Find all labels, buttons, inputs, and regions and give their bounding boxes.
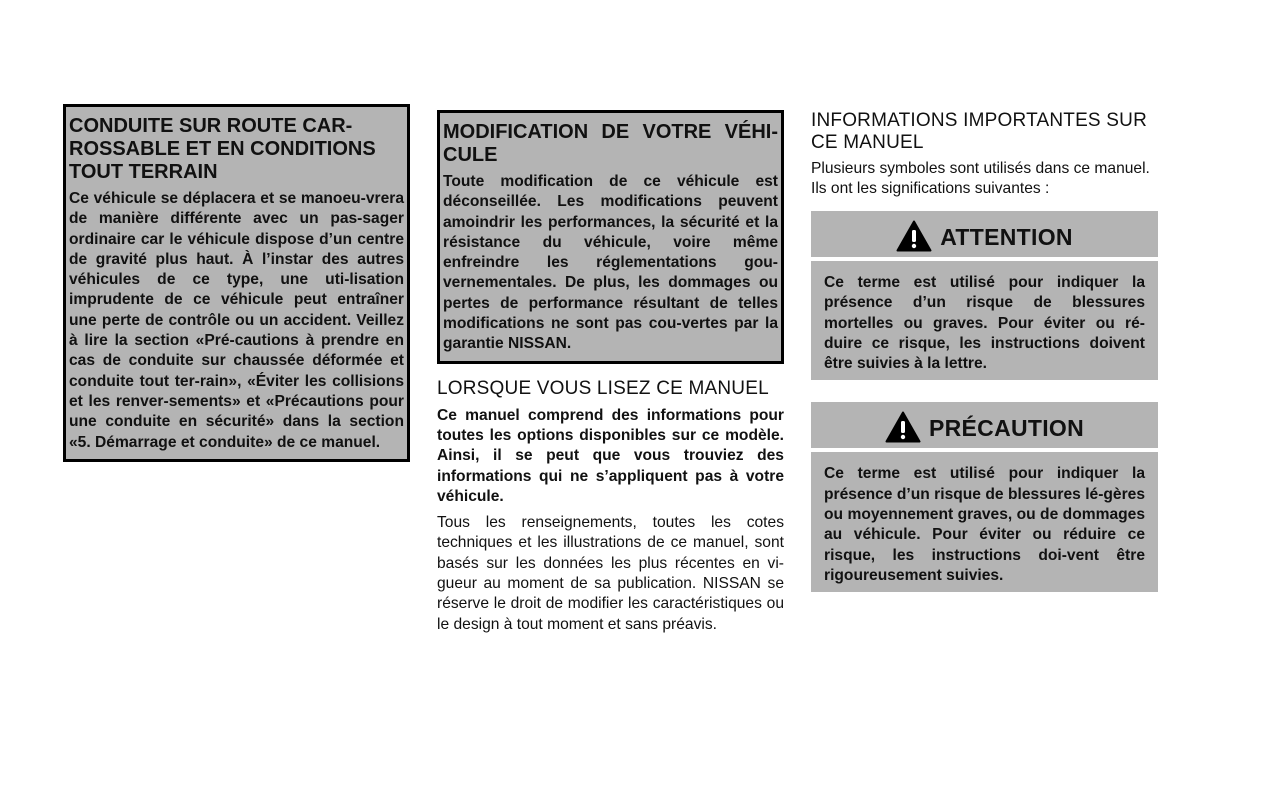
reading-section-heading: LORSQUE VOUS LISEZ CE MANUEL [437, 377, 769, 399]
column-left [63, 104, 410, 462]
attention-symbol-block [811, 211, 1158, 380]
reading-section-bold-text: Ce manuel comprend des informations pour toutes les options disponibles sur ce modèle. Ainsi, il se peut que vous trouviez des informations qui ne s’appliquent pas à votre véhicule. [437, 406, 784, 505]
modification-warning-title: MODIFICATION DE VOTRE VÉHI-CULE [443, 121, 778, 166]
modification-warning-box [437, 110, 784, 364]
offroad-title-line3: TOUT TERRAIN [69, 161, 218, 183]
important-info-intro: Plusieurs symboles sont utilisés dans ce manuel. Ils ont les significations suivantes : [811, 160, 1150, 197]
modification-warning-body: Toute modification de ce véhicule est déconseillée. Les modifications peuvent amoindrir les performances, la sécurité et la résistance du véhicule, voire même enfreindre les réglementations gou-vernementales. De plus, les dommages ou pertes de performance résultant de telles modifications ne sont pas cou-vertes par la garantie NISSAN. [443, 173, 778, 353]
warning-triangle-icon [885, 411, 921, 443]
attention-label: ATTENTION [940, 223, 1073, 250]
attention-text: Ce terme est utilisé pour indiquer la présence d’un risque de blessures mortelles ou graves. Pour éviter ou ré-duire ce risque, les instructions doivent être suivies à la lettre. [811, 261, 1158, 380]
offroad-warning-body: Ce véhicule se déplacera et se manoeu-vrera de manière différente avec un pas-sager ordinaire car le véhicule dispose d’un centre de gravité plus haut. À l’instar des autres véhicules de ce type, une uti-lisation imprudente de ce véhicule peut entraîner une perte de contrôle ou un accident. Veillez à lire la section «Pré-cautions à prendre en cas de conduite sur chaussée déformée et conduite tout ter-rain», «Éviter les collisions et les renver-sements» et «Précautions pour une conduite en sécurité» dans la section «5. Démarrage et conduite» de ce manuel. [69, 190, 404, 451]
reading-section-normal-text: Tous les renseignements, toutes les cotes techniques et les illustrations de ce manuel, sont basés sur les données les plus récentes en vi-gueur au moment de sa publication. NISSAN se réserve le droit de modifier les caractéristiques ou le design à tout moment et sans préavis. [437, 514, 784, 633]
offroad-title-line2: ROSSABLE ET EN CONDITIONS [69, 138, 376, 160]
precaution-text: Ce terme est utilisé pour indiquer la présence d’un risque de blessures lé-gères ou moyennement graves, ou de dommages au véhicule. Pour éviter ou réduire ce risque, les instructions doi-vent être rigoureusement suivies. [811, 452, 1158, 592]
offroad-title-line1: CONDUITE SUR ROUTE CAR- [69, 115, 353, 137]
column-middle [437, 110, 784, 635]
warning-triangle-icon [896, 220, 932, 252]
precaution-label: PRÉCAUTION [928, 414, 1085, 441]
precaution-symbol-block [811, 402, 1158, 592]
attention-header [811, 211, 1158, 257]
offroad-warning-box [63, 104, 410, 462]
column-right [811, 110, 1158, 614]
offroad-warning-title [69, 115, 404, 184]
important-info-heading: INFORMATIONS IMPORTANTES SUR CE MANUEL [811, 110, 1148, 153]
precaution-header [811, 402, 1158, 448]
